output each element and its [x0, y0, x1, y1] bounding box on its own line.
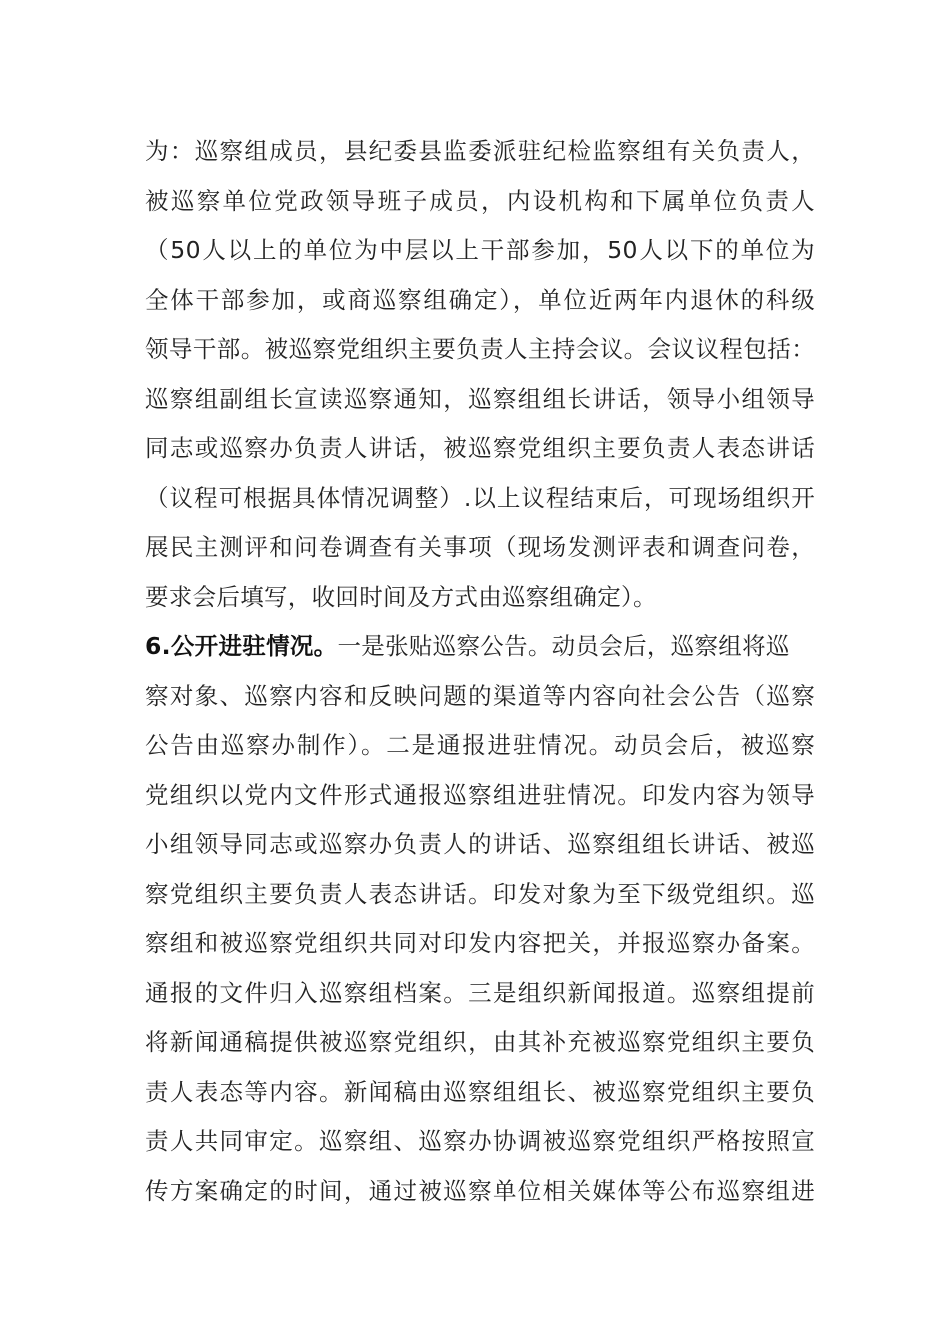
document-body — [145, 127, 815, 1216]
paragraph-line: 小组领导同志或巡察办负责人的讲话、巡察组组长讲话、被巡 — [145, 830, 815, 858]
paragraph-line: 通报的文件归入巡察组档案。三是组织新闻报道。巡察组提前 — [145, 978, 815, 1007]
section-6-first-line — [145, 622, 815, 672]
paragraph-line: 传方案确定的时间，通过被巡察单位相关媒体等公布巡察组进 — [145, 1176, 815, 1205]
paragraph-line: （议程可根据具体情况调整）.以上议程结束后，可现场组织开 — [145, 483, 815, 512]
paragraph-line: 展民主测评和问卷调查有关事项（现场发测评表和调查问卷， — [145, 533, 815, 561]
paragraph-line: （50人以上的单位为中层以上干部参加，50人以下的单位为 — [145, 236, 815, 264]
paragraph-line: 将新闻通稿提供被巡察党组织，由其补充被巡察党组织主要负 — [145, 1028, 815, 1056]
paragraph-line: 领导干部。被巡察党组织主要负责人主持会议。会议议程包括： — [145, 335, 815, 363]
paragraph-line: 巡察组副组长宣读巡察通知，巡察组组长讲话，领导小组领导 — [145, 384, 815, 413]
section-6-heading: 6.公开进驻情况。 — [145, 632, 338, 660]
paragraph-line: 为：巡察组成员，县纪委县监委派驻纪检监察组有关负责人， — [145, 137, 815, 165]
paragraph-line: 察组和被巡察党组织共同对印发内容把关，并报巡察办备案。 — [145, 929, 815, 957]
paragraph-line: 察党组织主要负责人表态讲话。印发对象为至下级党组织。巡 — [145, 879, 815, 908]
paragraph-line: 党组织以党内文件形式通报巡察组进驻情况。印发内容为领导 — [145, 780, 815, 809]
paragraph-line: 责人表态等内容。新闻稿由巡察组组长、被巡察党组织主要负 — [145, 1077, 815, 1106]
paragraph-line: 同志或巡察办负责人讲话，被巡察党组织主要负责人表态讲话 — [145, 434, 815, 462]
paragraph-line: 察对象、巡察内容和反映问题的渠道等内容向社会公告（巡察 — [145, 681, 815, 710]
paragraph-line: 全体干部参加，或商巡察组确定），单位近两年内退休的科级 — [145, 285, 815, 314]
section-6-first-line-text: 一是张贴巡察公告。动员会后，巡察组将巡 — [337, 632, 790, 660]
paragraph-line: 要求会后填写，收回时间及方式由巡察组确定）。 — [145, 582, 657, 611]
paragraph-line: 公告由巡察办制作）。二是通报进驻情况。动员会后，被巡察 — [145, 731, 815, 759]
paragraph-line: 责人共同审定。巡察组、巡察办协调被巡察党组织严格按照宣 — [145, 1127, 815, 1155]
paragraph-line: 被巡察单位党政领导班子成员，内设机构和下属单位负责人 — [145, 186, 815, 215]
